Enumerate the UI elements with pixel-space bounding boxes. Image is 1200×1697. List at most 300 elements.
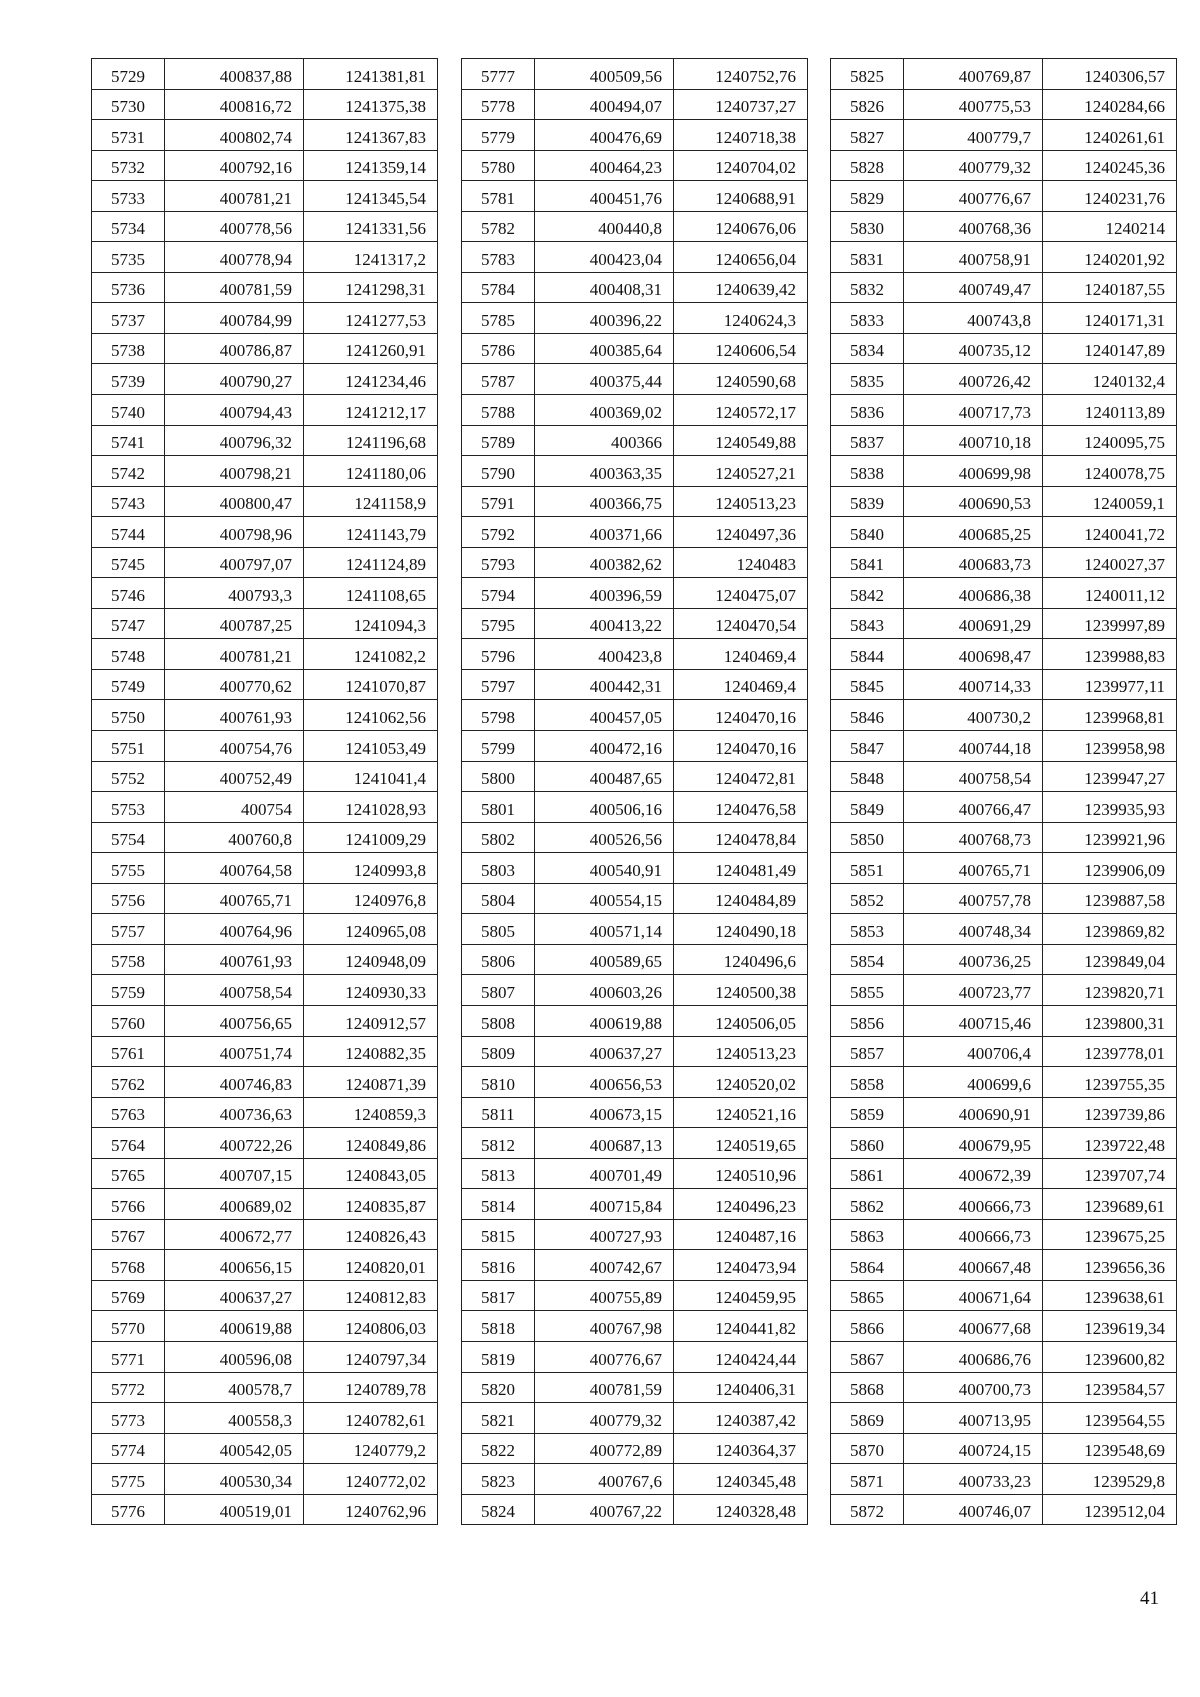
table-row	[831, 1097, 1177, 1128]
y-coordinate-cell: 1239997,89	[1043, 608, 1177, 639]
point-number-cell: 5777	[462, 59, 535, 90]
table-row	[92, 700, 438, 731]
x-coordinate-cell: 400464,23	[535, 150, 674, 181]
table-row	[831, 639, 1177, 670]
y-coordinate-cell: 1240473,94	[674, 1250, 808, 1281]
y-coordinate-cell: 1240521,16	[674, 1097, 808, 1128]
table-row	[462, 1128, 808, 1159]
point-number-cell: 5787	[462, 364, 535, 395]
x-coordinate-cell: 400764,96	[165, 914, 304, 945]
coordinate-table-2	[461, 58, 808, 1525]
point-number-cell: 5795	[462, 608, 535, 639]
table-row	[462, 914, 808, 945]
point-number-cell: 5867	[831, 1341, 904, 1372]
table-row	[831, 944, 1177, 975]
y-coordinate-cell: 1239800,31	[1043, 1005, 1177, 1036]
table-row	[462, 150, 808, 181]
point-number-cell: 5818	[462, 1311, 535, 1342]
table-row	[462, 669, 808, 700]
table-row	[462, 761, 808, 792]
point-number-cell: 5855	[831, 975, 904, 1006]
y-coordinate-cell: 1241053,49	[304, 731, 438, 762]
point-number-cell: 5812	[462, 1128, 535, 1159]
x-coordinate-cell: 400775,53	[904, 89, 1043, 120]
table-row	[462, 120, 808, 151]
x-coordinate-cell: 400540,91	[535, 853, 674, 884]
point-number-cell: 5835	[831, 364, 904, 395]
y-coordinate-cell: 1241158,9	[304, 486, 438, 517]
x-coordinate-cell: 400509,56	[535, 59, 674, 90]
point-number-cell: 5829	[831, 181, 904, 212]
table-row	[831, 761, 1177, 792]
table-row	[462, 1403, 808, 1434]
point-number-cell: 5827	[831, 120, 904, 151]
x-coordinate-cell: 400778,56	[165, 211, 304, 242]
y-coordinate-cell: 1241260,91	[304, 333, 438, 364]
table-row	[92, 395, 438, 426]
y-coordinate-cell: 1240483	[674, 547, 808, 578]
table-row	[92, 517, 438, 548]
point-number-cell: 5753	[92, 792, 165, 823]
point-number-cell: 5735	[92, 242, 165, 273]
point-number-cell: 5760	[92, 1005, 165, 1036]
x-coordinate-cell: 400787,25	[165, 608, 304, 639]
point-number-cell: 5754	[92, 822, 165, 853]
x-coordinate-cell: 400742,67	[535, 1250, 674, 1281]
table-row	[462, 700, 808, 731]
x-coordinate-cell: 400770,62	[165, 669, 304, 700]
y-coordinate-cell: 1240806,03	[304, 1311, 438, 1342]
table-row	[462, 395, 808, 426]
x-coordinate-cell: 400796,32	[165, 425, 304, 456]
x-coordinate-cell: 400476,69	[535, 120, 674, 151]
table-row	[462, 1494, 808, 1525]
x-coordinate-cell: 400790,27	[165, 364, 304, 395]
point-number-cell: 5845	[831, 669, 904, 700]
coordinate-table-1	[91, 58, 438, 1525]
x-coordinate-cell: 400760,8	[165, 822, 304, 853]
point-number-cell: 5841	[831, 547, 904, 578]
point-number-cell: 5751	[92, 731, 165, 762]
table-row	[92, 883, 438, 914]
x-coordinate-cell: 400778,94	[165, 242, 304, 273]
point-number-cell: 5733	[92, 181, 165, 212]
y-coordinate-cell: 1240779,2	[304, 1433, 438, 1464]
page-number: 41	[1140, 1588, 1159, 1609]
point-number-cell: 5790	[462, 456, 535, 487]
x-coordinate-cell: 400730,2	[904, 700, 1043, 731]
y-coordinate-cell: 1241212,17	[304, 395, 438, 426]
point-number-cell: 5756	[92, 883, 165, 914]
table-row	[462, 822, 808, 853]
table-row	[92, 486, 438, 517]
x-coordinate-cell: 400672,77	[165, 1219, 304, 1250]
x-coordinate-cell: 400385,64	[535, 333, 674, 364]
table-row	[462, 1250, 808, 1281]
x-coordinate-cell: 400656,15	[165, 1250, 304, 1281]
point-number-cell: 5810	[462, 1067, 535, 1098]
table-row	[92, 303, 438, 334]
y-coordinate-cell: 1240470,16	[674, 700, 808, 731]
y-coordinate-cell: 1241196,68	[304, 425, 438, 456]
point-number-cell: 5838	[831, 456, 904, 487]
point-number-cell: 5779	[462, 120, 535, 151]
point-number-cell: 5755	[92, 853, 165, 884]
x-coordinate-cell: 400687,13	[535, 1128, 674, 1159]
x-coordinate-cell: 400798,96	[165, 517, 304, 548]
table-row	[462, 1280, 808, 1311]
x-coordinate-cell: 400701,49	[535, 1158, 674, 1189]
table-row	[92, 333, 438, 364]
point-number-cell: 5824	[462, 1494, 535, 1525]
table-row	[462, 883, 808, 914]
table-row	[831, 1219, 1177, 1250]
y-coordinate-cell: 1240639,42	[674, 272, 808, 303]
y-coordinate-cell: 1240513,23	[674, 1036, 808, 1067]
x-coordinate-cell: 400779,7	[904, 120, 1043, 151]
table-row	[831, 1005, 1177, 1036]
y-coordinate-cell: 1240843,05	[304, 1158, 438, 1189]
y-coordinate-cell: 1240606,54	[674, 333, 808, 364]
point-number-cell: 5791	[462, 486, 535, 517]
point-number-cell: 5865	[831, 1280, 904, 1311]
x-coordinate-cell: 400746,83	[165, 1067, 304, 1098]
y-coordinate-cell: 1240147,89	[1043, 333, 1177, 364]
point-number-cell: 5807	[462, 975, 535, 1006]
y-coordinate-cell: 1240871,39	[304, 1067, 438, 1098]
y-coordinate-cell: 1240496,23	[674, 1189, 808, 1220]
point-number-cell: 5761	[92, 1036, 165, 1067]
y-coordinate-cell: 1240481,49	[674, 853, 808, 884]
table-row	[462, 456, 808, 487]
x-coordinate-cell: 400596,08	[165, 1341, 304, 1372]
x-coordinate-cell: 400672,39	[904, 1158, 1043, 1189]
point-number-cell: 5750	[92, 700, 165, 731]
table-row	[831, 181, 1177, 212]
point-number-cell: 5729	[92, 59, 165, 90]
y-coordinate-cell: 1240930,33	[304, 975, 438, 1006]
x-coordinate-cell: 400423,04	[535, 242, 674, 273]
point-number-cell: 5739	[92, 364, 165, 395]
table-row	[831, 1403, 1177, 1434]
y-coordinate-cell: 1240500,38	[674, 975, 808, 1006]
x-coordinate-cell: 400715,84	[535, 1189, 674, 1220]
point-number-cell: 5823	[462, 1464, 535, 1495]
y-coordinate-cell: 1241375,38	[304, 89, 438, 120]
y-coordinate-cell: 1239869,82	[1043, 914, 1177, 945]
y-coordinate-cell: 1240772,02	[304, 1464, 438, 1495]
point-number-cell: 5772	[92, 1372, 165, 1403]
x-coordinate-cell: 400671,64	[904, 1280, 1043, 1311]
table-row	[462, 1341, 808, 1372]
x-coordinate-cell: 400699,98	[904, 456, 1043, 487]
y-coordinate-cell: 1240948,09	[304, 944, 438, 975]
y-coordinate-cell: 1241094,3	[304, 608, 438, 639]
table-row	[831, 669, 1177, 700]
table-row	[92, 425, 438, 456]
y-coordinate-cell: 1240459,95	[674, 1280, 808, 1311]
y-coordinate-cell: 1240059,1	[1043, 486, 1177, 517]
point-number-cell: 5869	[831, 1403, 904, 1434]
y-coordinate-cell: 1240245,36	[1043, 150, 1177, 181]
x-coordinate-cell: 400786,87	[165, 333, 304, 364]
table-row	[462, 1097, 808, 1128]
y-coordinate-cell: 1240284,66	[1043, 89, 1177, 120]
y-coordinate-cell: 1239755,35	[1043, 1067, 1177, 1098]
table-row	[831, 1372, 1177, 1403]
point-number-cell: 5822	[462, 1433, 535, 1464]
x-coordinate-cell: 400797,07	[165, 547, 304, 578]
x-coordinate-cell: 400487,65	[535, 761, 674, 792]
x-coordinate-cell: 400733,23	[904, 1464, 1043, 1495]
table-row	[831, 731, 1177, 762]
y-coordinate-cell: 1240113,89	[1043, 395, 1177, 426]
table-row	[462, 944, 808, 975]
y-coordinate-cell: 1240027,37	[1043, 547, 1177, 578]
table-row	[462, 1005, 808, 1036]
x-coordinate-cell: 400519,01	[165, 1494, 304, 1525]
y-coordinate-cell: 1240812,83	[304, 1280, 438, 1311]
x-coordinate-cell: 400735,12	[904, 333, 1043, 364]
y-coordinate-cell: 1240506,05	[674, 1005, 808, 1036]
table-row	[831, 1311, 1177, 1342]
x-coordinate-cell: 400542,05	[165, 1433, 304, 1464]
x-coordinate-cell: 400767,98	[535, 1311, 674, 1342]
x-coordinate-cell: 400792,16	[165, 150, 304, 181]
table-row	[92, 547, 438, 578]
y-coordinate-cell: 1240041,72	[1043, 517, 1177, 548]
table-row	[831, 700, 1177, 731]
table-row	[92, 792, 438, 823]
table-row	[92, 211, 438, 242]
x-coordinate-cell: 400457,05	[535, 700, 674, 731]
y-coordinate-cell: 1240187,55	[1043, 272, 1177, 303]
table-row	[92, 120, 438, 151]
y-coordinate-cell: 1240590,68	[674, 364, 808, 395]
table-row	[462, 1464, 808, 1495]
x-coordinate-cell: 400755,89	[535, 1280, 674, 1311]
y-coordinate-cell: 1240441,82	[674, 1311, 808, 1342]
x-coordinate-cell: 400781,21	[165, 181, 304, 212]
table-row	[831, 303, 1177, 334]
y-coordinate-cell: 1239529,8	[1043, 1464, 1177, 1495]
x-coordinate-cell: 400769,87	[904, 59, 1043, 90]
point-number-cell: 5849	[831, 792, 904, 823]
y-coordinate-cell: 1240476,58	[674, 792, 808, 823]
table-row	[92, 1067, 438, 1098]
point-number-cell: 5820	[462, 1372, 535, 1403]
point-number-cell: 5853	[831, 914, 904, 945]
x-coordinate-cell: 400816,72	[165, 89, 304, 120]
y-coordinate-cell: 1239968,81	[1043, 700, 1177, 731]
point-number-cell: 5784	[462, 272, 535, 303]
table-row	[831, 1128, 1177, 1159]
y-coordinate-cell: 1240789,78	[304, 1372, 438, 1403]
table-row	[92, 944, 438, 975]
point-number-cell: 5826	[831, 89, 904, 120]
x-coordinate-cell: 400713,95	[904, 1403, 1043, 1434]
point-number-cell: 5764	[92, 1128, 165, 1159]
table-row	[831, 1280, 1177, 1311]
point-number-cell: 5816	[462, 1250, 535, 1281]
y-coordinate-cell: 1240484,89	[674, 883, 808, 914]
point-number-cell: 5793	[462, 547, 535, 578]
table-row	[462, 517, 808, 548]
x-coordinate-cell: 400764,58	[165, 853, 304, 884]
table-row	[92, 639, 438, 670]
table-row	[462, 89, 808, 120]
x-coordinate-cell: 400798,21	[165, 456, 304, 487]
point-number-cell: 5809	[462, 1036, 535, 1067]
x-coordinate-cell: 400767,6	[535, 1464, 674, 1495]
table-row	[462, 608, 808, 639]
y-coordinate-cell: 1240078,75	[1043, 456, 1177, 487]
x-coordinate-cell: 400768,73	[904, 822, 1043, 853]
y-coordinate-cell: 1240469,4	[674, 669, 808, 700]
y-coordinate-cell: 1241143,79	[304, 517, 438, 548]
x-coordinate-cell: 400685,25	[904, 517, 1043, 548]
point-number-cell: 5731	[92, 120, 165, 151]
point-number-cell: 5734	[92, 211, 165, 242]
x-coordinate-cell: 400637,27	[165, 1280, 304, 1311]
point-number-cell: 5808	[462, 1005, 535, 1036]
x-coordinate-cell: 400700,73	[904, 1372, 1043, 1403]
table-row	[92, 1494, 438, 1525]
y-coordinate-cell: 1241009,29	[304, 822, 438, 853]
point-number-cell: 5862	[831, 1189, 904, 1220]
point-number-cell: 5768	[92, 1250, 165, 1281]
table-row	[92, 1311, 438, 1342]
x-coordinate-cell: 400768,36	[904, 211, 1043, 242]
x-coordinate-cell: 400494,07	[535, 89, 674, 120]
y-coordinate-cell: 1240519,65	[674, 1128, 808, 1159]
table-row	[92, 822, 438, 853]
y-coordinate-cell: 1241331,56	[304, 211, 438, 242]
x-coordinate-cell: 400679,95	[904, 1128, 1043, 1159]
y-coordinate-cell: 1240328,48	[674, 1494, 808, 1525]
point-number-cell: 5840	[831, 517, 904, 548]
y-coordinate-cell: 1240510,96	[674, 1158, 808, 1189]
point-number-cell: 5730	[92, 89, 165, 120]
table-row	[831, 120, 1177, 151]
y-coordinate-cell: 1240497,36	[674, 517, 808, 548]
y-coordinate-cell: 1240095,75	[1043, 425, 1177, 456]
table-row	[831, 1250, 1177, 1281]
x-coordinate-cell: 400382,62	[535, 547, 674, 578]
x-coordinate-cell: 400558,3	[165, 1403, 304, 1434]
x-coordinate-cell: 400749,47	[904, 272, 1043, 303]
table-row	[831, 1036, 1177, 1067]
point-number-cell: 5797	[462, 669, 535, 700]
point-number-cell: 5758	[92, 944, 165, 975]
table-row	[92, 150, 438, 181]
y-coordinate-cell: 1240572,17	[674, 395, 808, 426]
x-coordinate-cell: 400754	[165, 792, 304, 823]
table-row	[92, 1280, 438, 1311]
point-number-cell: 5850	[831, 822, 904, 853]
y-coordinate-cell: 1241108,65	[304, 578, 438, 609]
x-coordinate-cell: 400656,53	[535, 1067, 674, 1098]
point-number-cell: 5763	[92, 1097, 165, 1128]
x-coordinate-cell: 400752,49	[165, 761, 304, 792]
table-row	[831, 914, 1177, 945]
point-number-cell: 5804	[462, 883, 535, 914]
point-number-cell: 5833	[831, 303, 904, 334]
table-row	[831, 150, 1177, 181]
point-number-cell: 5817	[462, 1280, 535, 1311]
table-row	[92, 1189, 438, 1220]
y-coordinate-cell: 1240171,31	[1043, 303, 1177, 334]
table-row	[92, 853, 438, 884]
x-coordinate-cell: 400472,16	[535, 731, 674, 762]
table-row	[831, 1158, 1177, 1189]
table-row	[92, 1341, 438, 1372]
x-coordinate-cell: 400691,29	[904, 608, 1043, 639]
table-row	[92, 181, 438, 212]
point-number-cell: 5782	[462, 211, 535, 242]
y-coordinate-cell: 1241317,2	[304, 242, 438, 273]
x-coordinate-cell: 400619,88	[165, 1311, 304, 1342]
y-coordinate-cell: 1240214	[1043, 211, 1177, 242]
point-number-cell: 5746	[92, 578, 165, 609]
y-coordinate-cell: 1239947,27	[1043, 761, 1177, 792]
y-coordinate-cell: 1240826,43	[304, 1219, 438, 1250]
table-row	[831, 1494, 1177, 1525]
table-row	[92, 1372, 438, 1403]
y-coordinate-cell: 1241234,46	[304, 364, 438, 395]
y-coordinate-cell: 1240231,76	[1043, 181, 1177, 212]
point-number-cell: 5773	[92, 1403, 165, 1434]
table-row	[92, 59, 438, 90]
y-coordinate-cell: 1239564,55	[1043, 1403, 1177, 1434]
point-number-cell: 5811	[462, 1097, 535, 1128]
point-number-cell: 5798	[462, 700, 535, 731]
x-coordinate-cell: 400736,63	[165, 1097, 304, 1128]
y-coordinate-cell: 1239906,09	[1043, 853, 1177, 884]
y-coordinate-cell: 1240859,3	[304, 1097, 438, 1128]
x-coordinate-cell: 400530,34	[165, 1464, 304, 1495]
point-number-cell: 5776	[92, 1494, 165, 1525]
x-coordinate-cell: 400746,07	[904, 1494, 1043, 1525]
y-coordinate-cell: 1241041,4	[304, 761, 438, 792]
y-coordinate-cell: 1239722,48	[1043, 1128, 1177, 1159]
y-coordinate-cell: 1239584,57	[1043, 1372, 1177, 1403]
point-number-cell: 5871	[831, 1464, 904, 1495]
x-coordinate-cell: 400761,93	[165, 944, 304, 975]
point-number-cell: 5748	[92, 639, 165, 670]
x-coordinate-cell: 400781,21	[165, 639, 304, 670]
table-row	[92, 1097, 438, 1128]
x-coordinate-cell: 400506,16	[535, 792, 674, 823]
table-row	[92, 1158, 438, 1189]
y-coordinate-cell: 1239820,71	[1043, 975, 1177, 1006]
table-row	[92, 1250, 438, 1281]
point-number-cell: 5740	[92, 395, 165, 426]
y-coordinate-cell: 1239619,34	[1043, 1311, 1177, 1342]
y-coordinate-cell: 1240835,87	[304, 1189, 438, 1220]
x-coordinate-cell: 400396,59	[535, 578, 674, 609]
x-coordinate-cell: 400706,4	[904, 1036, 1043, 1067]
table-row	[831, 608, 1177, 639]
y-coordinate-cell: 1240688,91	[674, 181, 808, 212]
point-number-cell: 5745	[92, 547, 165, 578]
table-row	[831, 853, 1177, 884]
table-row	[92, 1433, 438, 1464]
y-coordinate-cell: 1241062,56	[304, 700, 438, 731]
point-number-cell: 5832	[831, 272, 904, 303]
x-coordinate-cell: 400736,25	[904, 944, 1043, 975]
x-coordinate-cell: 400689,02	[165, 1189, 304, 1220]
